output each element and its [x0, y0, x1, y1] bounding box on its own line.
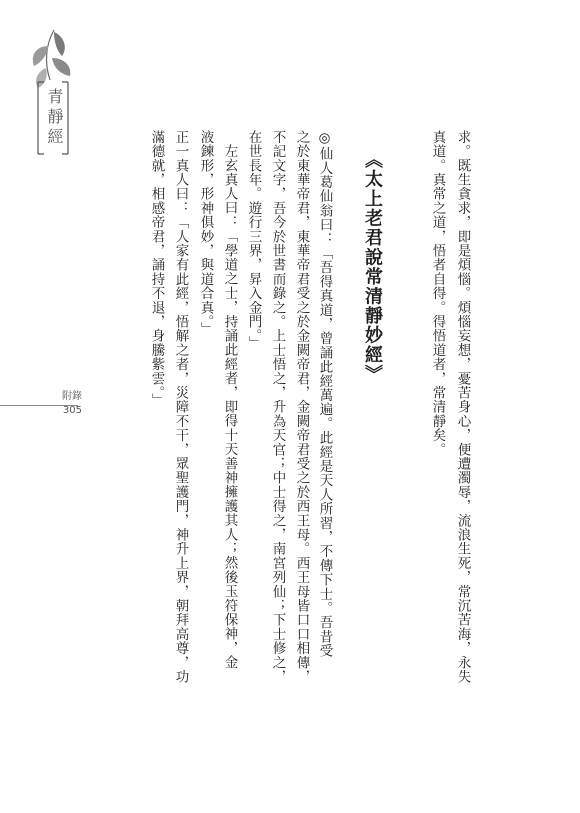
text-column: 真道。真常之道，悟者自得。得悟道者，常清靜矣。: [429, 130, 446, 457]
folio: [44, 390, 82, 418]
book-mark-text: 青靜經: [45, 88, 64, 148]
book-logo: [24, 22, 80, 162]
text-column: 左玄真人曰：「學道之士，持誦此經者，即得十天善神擁護其人；然後玉符保神，金: [221, 144, 238, 670]
text-column: 在世長年。遊行三界，昇入金門。」: [245, 130, 262, 351]
footer-section: 附錄: [62, 391, 82, 402]
section-title: 《太上老君說常清靜妙經》: [362, 150, 383, 384]
text-column: 正一真人曰：「人家有此經，悟解之者，災障不干，眾聖護門，神升上界，朝拜高尊，功: [172, 130, 189, 684]
page-number: 305: [62, 405, 82, 416]
text-column: 液鍊形，形神俱妙，與道合真。」: [197, 130, 214, 337]
text-column: 滿德就，相感帝君，誦持不退，身騰紫雲。」: [148, 130, 165, 408]
text-column: 之於東華帝君，東華帝君受之於金闕帝君，金闕帝君受之於西王母。西王母皆口口相傳，: [293, 130, 310, 684]
text-column: ◎仙人葛仙翁曰：「吾得真道，曾誦此經萬遍。此經是天人所習，不傳下士。吾昔受: [316, 130, 333, 658]
text-column: 求。既生貪求，即是煩惱。煩惱妄想，憂苦身心，便遭濁辱，流浪生死，常沉苦海，永失: [454, 130, 471, 684]
text-column: 不記文字，吾今於世書而錄之。上士悟之，升為天官；中士得之，南宮列仙；下士修之，: [269, 130, 286, 684]
